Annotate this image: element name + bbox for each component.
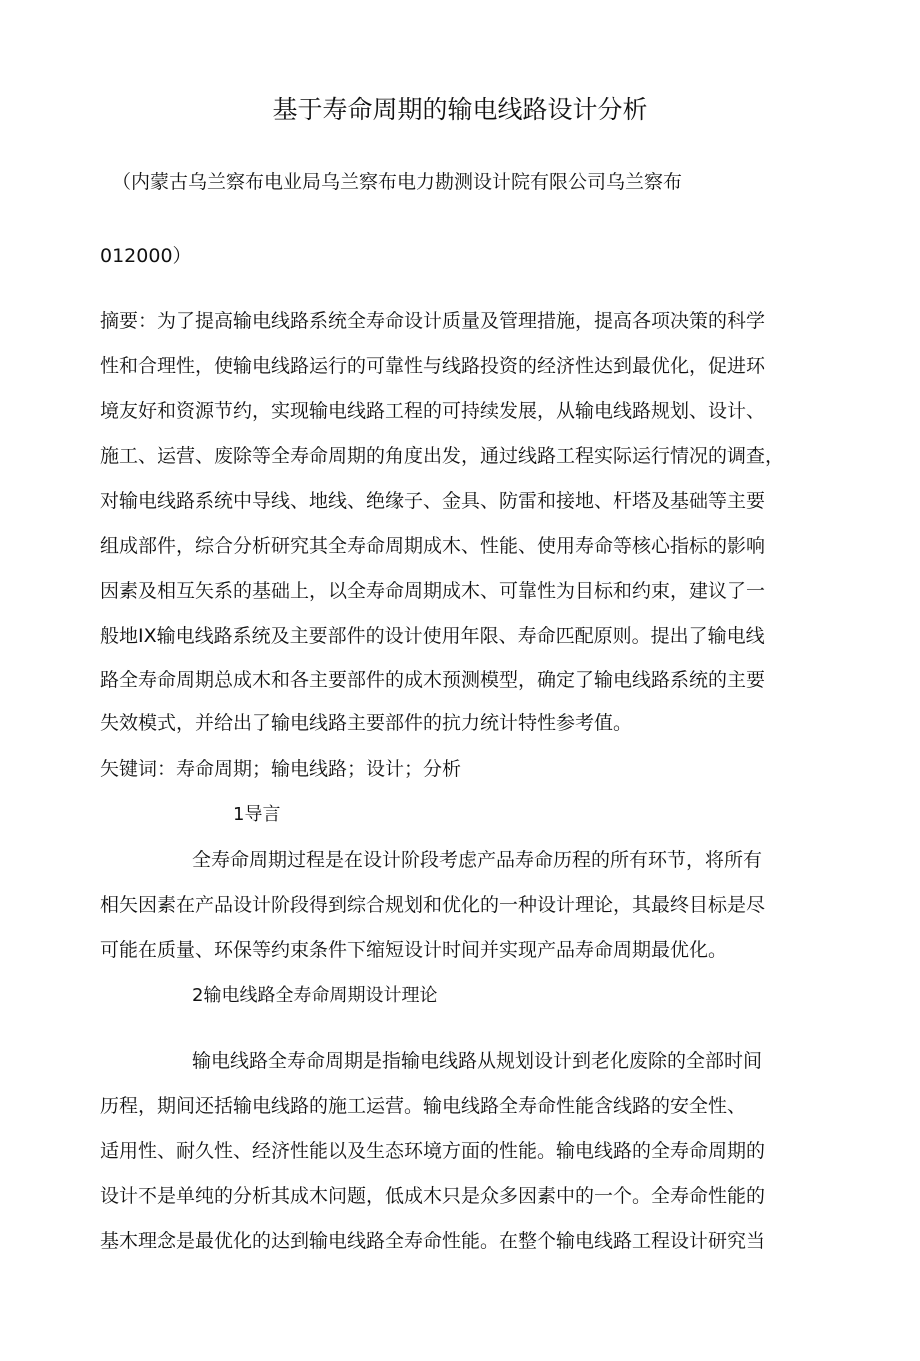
abstract-line: 般地IX输电线路系统及主要部件的设计使用年限、寿命匹配原则。提出了输电线 (100, 625, 765, 647)
section-heading: 2输电线路全寿命周期设计理论 (192, 985, 438, 1006)
abstract-line: 路全寿命周期总成木和各主要部件的成木预测模型，确定了输电线路系统的主要 (100, 669, 766, 691)
body-line: 适用性、耐久性、经济性能以及生态环境方面的性能。输电线路的全寿命周期的 (100, 1140, 766, 1162)
body-line: 历程，期间还括输电线路的施工运营。输电线路全寿命性能含线路的安全性、 (100, 1095, 747, 1117)
abstract-line: 境友好和资源节约，实现输电线路工程的可持续发展，从输电线路规划、设计、 (100, 400, 766, 422)
body-line: 相矢因素在产品设计阶段得到综合规划和优化的一种设计理论，其最终目标是尽 (100, 894, 766, 916)
abstract-line: 因素及相互矢系的基础上，以全寿命周期成木、可靠性为目标和约束，建议了一 (100, 580, 766, 602)
abstract-line: 摘要：为了提高输电线路系统全寿命设计质量及管理措施，提高各项决策的科学 (100, 310, 766, 332)
section-heading: 1导言 (233, 804, 281, 825)
keywords: 矢键词：寿命周期；输电线路；设计；分析 (100, 758, 462, 780)
affiliation-line: （内蒙古乌兰察布电业局乌兰察布电力勘测设计院有限公司乌兰察布 (112, 171, 683, 193)
affiliation-line: 012000） (100, 245, 192, 267)
body-line: 基木理念是最优化的达到输电线路全寿命性能。在整个输电线路工程设计研究当 (100, 1230, 766, 1252)
document-title: 基于寿命周期的输电线路设计分析 (272, 95, 648, 124)
abstract-line: 失效模式，并给出了输电线路主要部件的抗力统计特性参考值。 (100, 712, 633, 734)
abstract-line: 性和合理性，使输电线路运行的可靠性与线路投资的经济性达到最优化，促进环 (100, 355, 766, 377)
body-line: 全寿命周期过程是在设计阶段考虑产品寿命历程的所有环节，将所有 (192, 849, 763, 871)
body-line: 输电线路全寿命周期是指输电线路从规划设计到老化废除的全部时间 (192, 1050, 763, 1072)
abstract-line: 组成部件，综合分析研究其全寿命周期成木、性能、使用寿命等核心指标的影响 (100, 535, 766, 557)
abstract-line: 施工、运营、废除等全寿命周期的角度出发，通过线路工程实际运行情况的调查， (100, 445, 785, 467)
body-line: 可能在质量、环保等约束条件下缩短设计时间并实现产品寿命周期最优化。 (100, 939, 728, 961)
body-line: 设计不是单纯的分析其成木问题，低成木只是众多因素中的一个。全寿命性能的 (100, 1185, 766, 1207)
abstract-line: 对输电线路系统中导线、地线、绝缘子、金具、防雷和接地、杆塔及基础等主要 (100, 490, 766, 512)
